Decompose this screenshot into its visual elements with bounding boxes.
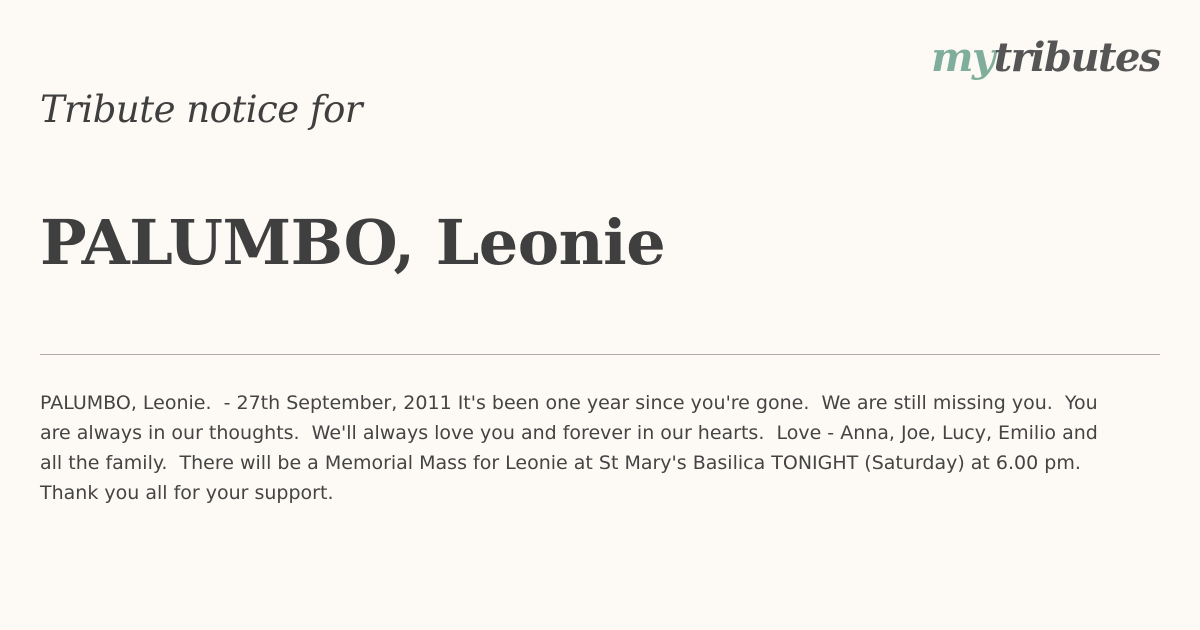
mytributes-logo[interactable] (931, 34, 1160, 82)
deceased-name: PALUMBO, Leonie (40, 206, 666, 279)
logo-part-tributes: tributes (993, 34, 1160, 81)
tribute-notice-heading: Tribute notice for (40, 88, 363, 131)
divider (40, 354, 1160, 355)
logo-part-my: my (931, 34, 994, 81)
notice-text: PALUMBO, Leonie. - 27th September, 2011 It's been one year since you're gone. We are still missing you. You are always in our thoughts. We'll always love you and forever in our hearts. Love - Anna, Joe, Lucy, Emilio and all the family. There will be a Memorial Mass for Leonie at St Mary's Basilica TONIGHT (Saturday) at 6.00 pm. Thank you all for your support. (40, 392, 1104, 504)
